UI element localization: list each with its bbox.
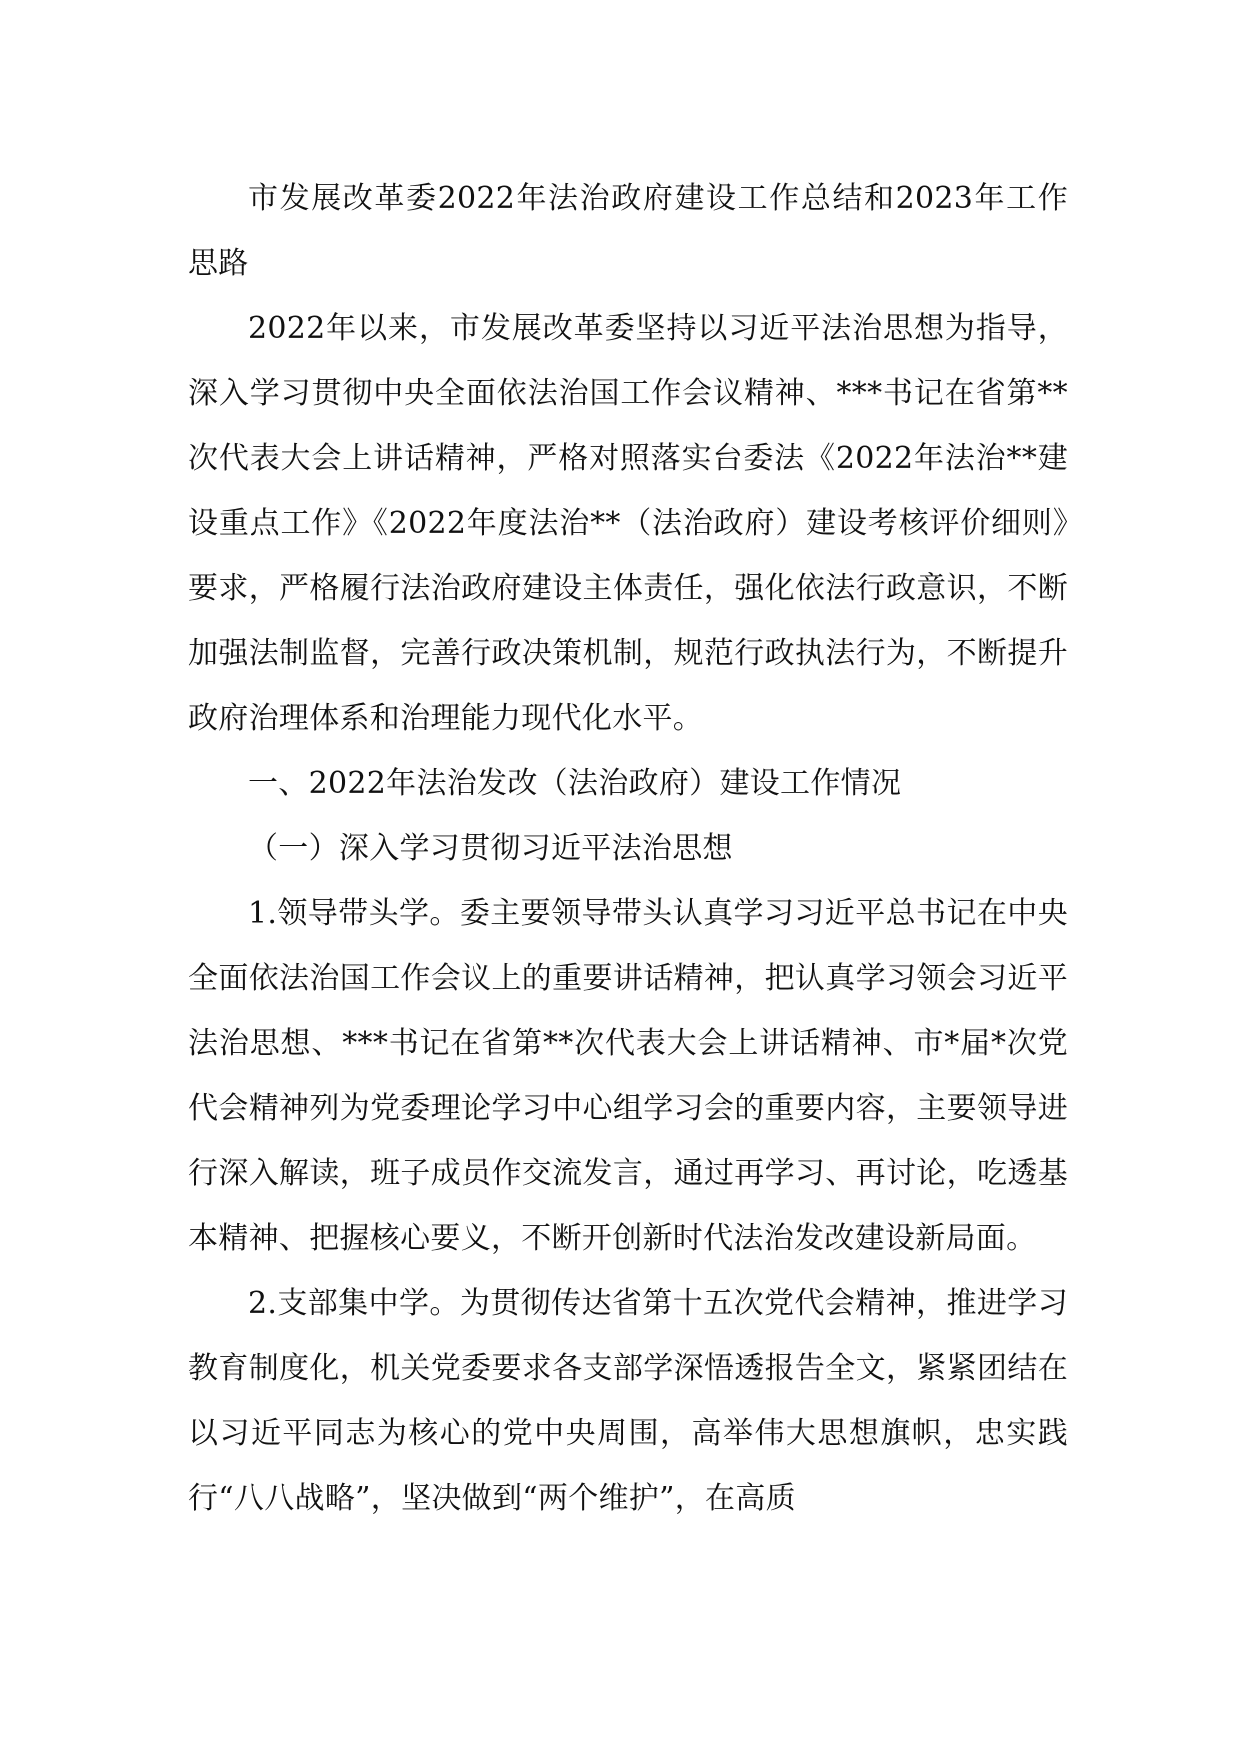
document-title: 市发展改革委2022年法治政府建设工作总结和2023年工作思路	[188, 181, 1068, 281]
paragraph-item-2: 2.支部集中学。为贯彻传达省第十五次党代会精神，推进学习教育制度化，机关党委要求各支部学深悟透报告全文，紧紧团结在以习近平同志为核心的党中央周围，高举伟大思想旗帜，忠实践行“八八战略”，坚决做到“两个维护”，在高质	[188, 1286, 1068, 1516]
paragraph-intro: 2022年以来，市发展改革委坚持以习近平法治思想为指导，深入学习贯彻中央全面依法治国工作会议精神、***书记在省第**次代表大会上讲话精神，严格对照落实台委法《2022年法治**建设重点工作》《2022年度法治**（法治政府）建设考核评价细则》要求，严格履行法治政府建设主体责任，强化依法行政意识，不断加强法制监督，完善行政决策机制，规范行政执法行为，不断提升政府治理体系和治理能力现代化水平。	[188, 311, 1068, 736]
document-body	[188, 166, 1068, 1531]
subsection-heading: （一）深入学习贯彻习近平法治思想	[248, 831, 733, 866]
section-heading: 一、2022年法治发改（法治政府）建设工作情况	[248, 766, 902, 801]
paragraph-item-1: 1.领导带头学。委主要领导带头认真学习习近平总书记在中央全面依法治国工作会议上的重要讲话精神，把认真学习领会习近平法治思想、***书记在省第**次代表大会上讲话精神、市*届*次党代会精神列为党委理论学习中心组学习会的重要内容，主要领导进行深入解读，班子成员作交流发言，通过再学习、再讨论，吃透基本精神、把握核心要义，不断开创新时代法治发改建设新局面。	[188, 896, 1068, 1256]
